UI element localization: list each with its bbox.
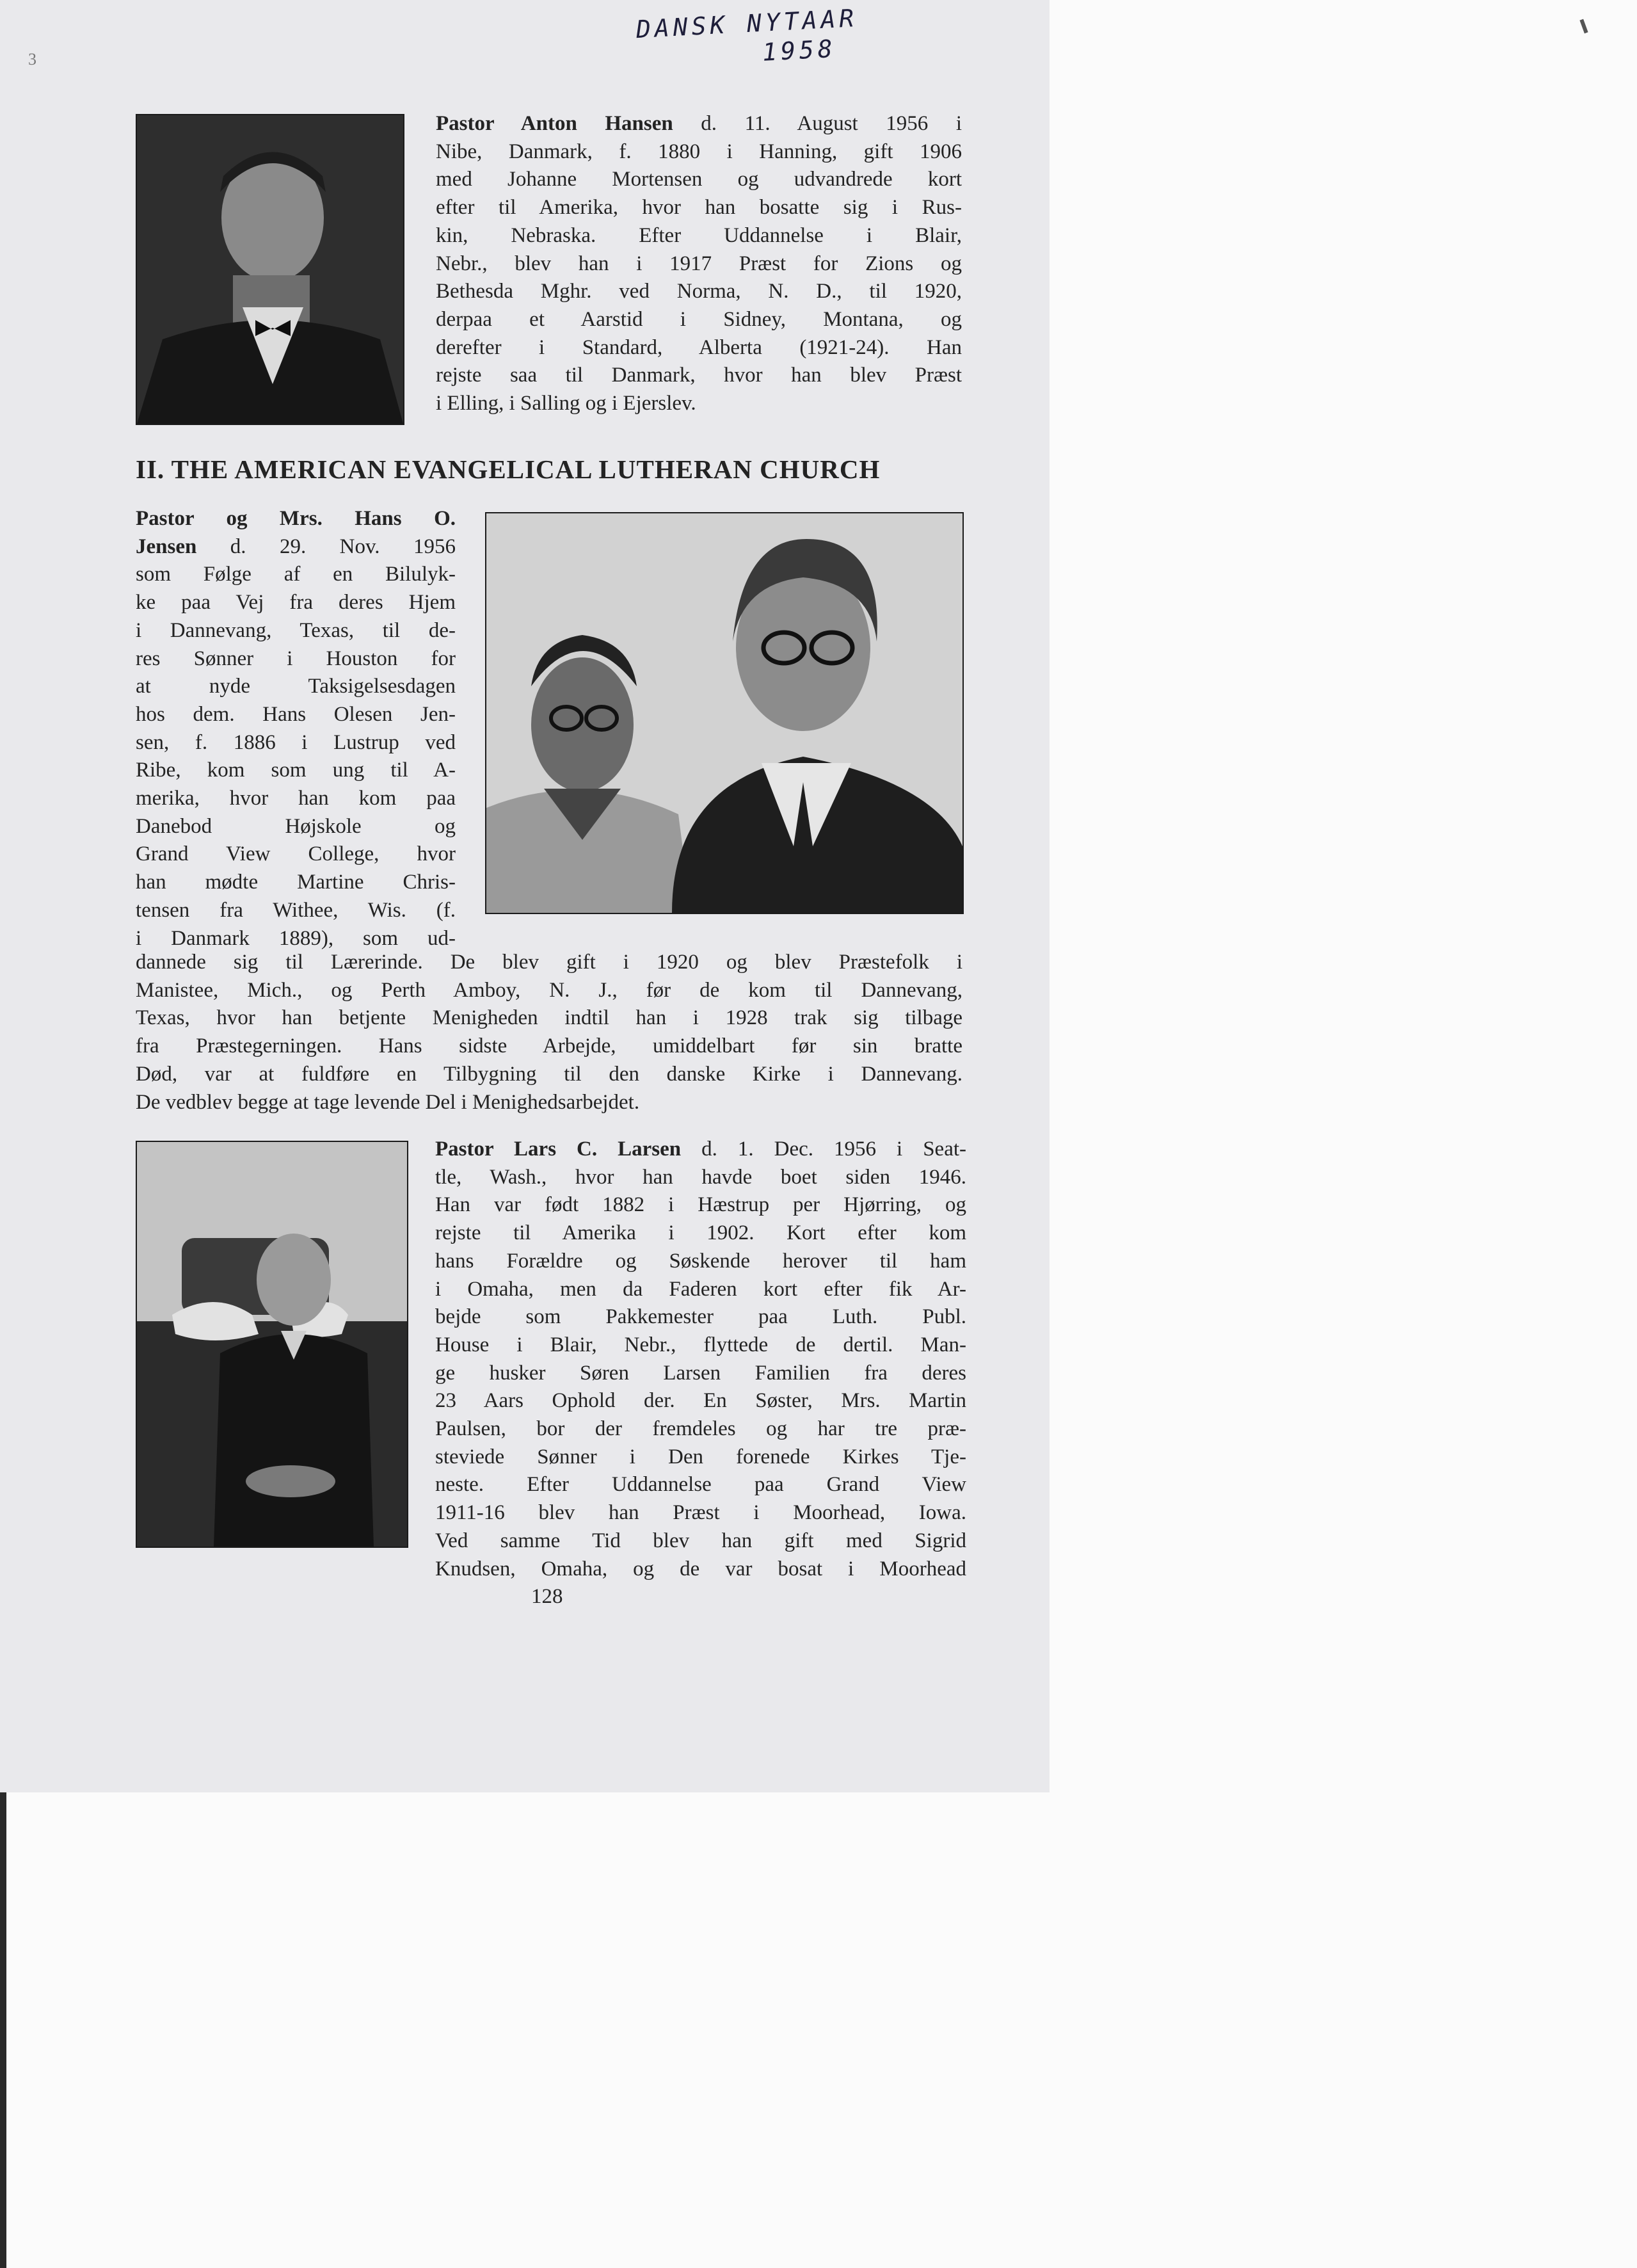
text-line: Danebod Højskole og [136,814,456,838]
text-line: bejde som Pakkemester paa Luth. Publ. [435,1305,966,1329]
text-line: rejste saa til Danmark, hvor han blev Præst [436,364,962,387]
name-anton-hansen: Pastor Anton Hansen [436,112,673,135]
text-line: efter til Amerika, hvor han bosatte sig i Rus- [436,196,962,220]
handwritten-note-title: DANSK NYTAAR [635,3,859,44]
text-line: House i Blair, Nebr., flyttede de dertil. Man- [435,1333,966,1356]
text-line: i Omaha, men da Faderen kort efter fik Ar- [435,1277,966,1301]
text-line: Jensen d. 29. Nov. 1956 [136,535,456,558]
text-line: Texas, hvor han betjente Menigheden indtil han i 1928 trak sig tilbage [136,1006,962,1030]
text-line: Paulsen, bor der fremdeles og har tre præ- [435,1417,966,1441]
text-line: hans Forældre og Søskende herover til ham [435,1249,966,1273]
text-line: Manistee, Mich., og Perth Amboy, N. J., før de kom til Dannevang, [136,978,962,1002]
text-line: han mødte Martine Chris- [136,871,456,894]
text-line: rejste til Amerika i 1902. Kort efter kom [435,1221,966,1245]
page-number: 128 [531,1585,563,1608]
section-heading: II. THE AMERICAN EVANGELICAL LUTHERAN CHURCH [136,454,881,484]
text-line: steviede Sønner i Den forenede Kirkes Tje- [435,1445,966,1468]
scan-speck [1579,19,1588,34]
name-lars-c-larsen: Pastor Lars C. Larsen [435,1138,682,1161]
text-line: merika, hvor han kom paa [136,787,456,810]
text-line: tensen fra Withee, Wis. (f. [136,898,456,922]
text-line: Død, var at fuldføre en Tilbygning til den danske Kirke i Dannevang. [136,1062,962,1086]
text-line: dannede sig til Lærerinde. De blev gift i 1920 og blev Præstefolk i [136,951,962,974]
obituary-lars-c-larsen [435,1136,966,1583]
text-line: tle, Wash., hvor han havde boet siden 1946. [435,1165,966,1189]
scan-edge-shadow [0,1792,6,2268]
obituary-anton-hansen [436,110,962,418]
text-line: Grand View College, hvor [136,842,456,866]
text-line: Han var født 1882 i Hæstrup per Hjørring, og [435,1193,966,1217]
handwritten-note-year: 1958 [762,34,837,67]
text-line: Ved samme Tid blev han gift med Sigrid [435,1529,966,1552]
text-line: neste. Efter Uddannelse paa Grand View [435,1473,966,1497]
text-line: sen, f. 1886 i Lustrup ved [136,730,456,754]
text-line: derpaa et Aarstid i Sidney, Montana, og [436,307,962,331]
text-line: fra Præstegerningen. Hans sidste Arbejde, umiddelbart før sin bratte [136,1034,962,1058]
text-line: Pastor Lars C. Larsen d. 1. Dec. 1956 i Seat- [435,1138,966,1161]
text-line: Ribe, kom som ung til A- [136,759,456,782]
name-jensen-cont: Jensen [136,535,197,558]
text-line: ge husker Søren Larsen Familien fra deres [435,1361,966,1385]
text-line: De vedblev begge at tage levende Del i Menighedsarbejdet. [136,1090,640,1114]
text-line: Knudsen, Omaha, og de var bosat i Moorhead [435,1557,966,1580]
name-jensen: Pastor og Mrs. Hans O. [136,507,456,530]
text-line: i Elling, i Salling og i Ejerslev. [436,392,696,415]
text-line [136,505,456,533]
portrait-lars-c-larsen [136,1141,408,1548]
obituary-jensen-part1 [136,505,456,953]
text-line: i Danmark 1889), som ud- [136,926,456,950]
text-line: i Dannevang, Texas, til de- [136,618,456,642]
text-line: res Sønner i Houston for [136,647,456,670]
handwritten-note [635,3,860,74]
text-line: med Johanne Mortensen og udvandrede kort [436,168,962,191]
text-line: 23 Aars Ophold der. En Søster, Mrs. Martin [435,1389,966,1413]
portrait-hans-and-martine-jensen [485,512,964,914]
text-line: 1911-16 blev han Præst i Moorhead, Iowa. [435,1501,966,1525]
text-line: Nebr., blev han i 1917 Præst for Zions og [436,252,962,275]
portrait-anton-hansen [136,114,404,425]
text-line: Pastor Anton Hansen d. 11. August 1956 i [436,112,962,135]
obituary-jensen-part2 [136,949,962,1116]
text-line: derefter i Standard, Alberta (1921-24). Han [436,335,962,359]
text-line: at nyde Taksigelsesdagen [136,675,456,698]
text-line: Bethesda Mghr. ved Norma, N. D., til 1920, [436,280,962,303]
text-line: kin, Nebraska. Efter Uddannelse i Blair, [436,223,962,247]
text-line: Nibe, Danmark, f. 1880 i Hanning, gift 1906 [436,140,962,163]
text-line: hos dem. Hans Olesen Jen- [136,702,456,726]
text-line: ke paa Vej fra deres Hjem [136,591,456,615]
corner-mark: 3 [28,50,36,68]
text-line: som Følge af en Bilulyk- [136,563,456,586]
